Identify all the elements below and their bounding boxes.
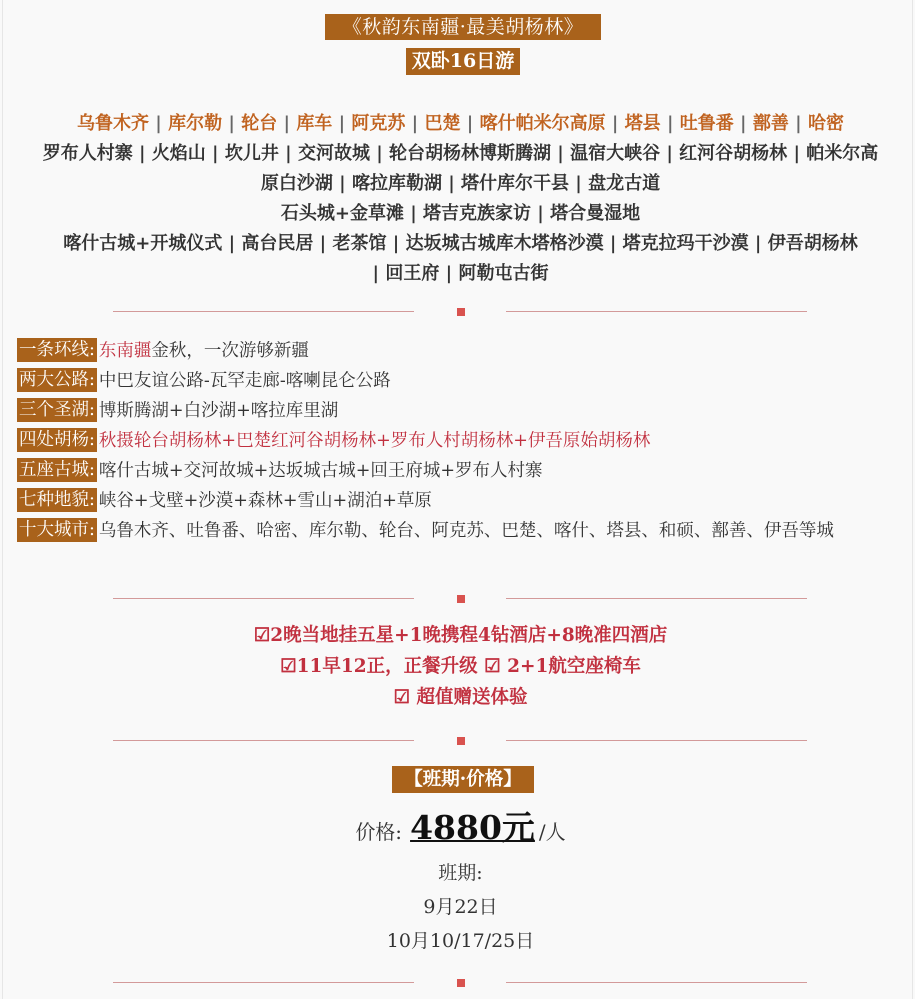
- hotel-checks: [13, 620, 908, 713]
- highlight-city: 轮台: [241, 113, 278, 134]
- feature-label: 四处胡杨:: [19, 430, 95, 450]
- divider-right: [506, 311, 807, 312]
- feature-row: [17, 426, 907, 456]
- feature-text-highlight: 东南疆: [98, 341, 152, 361]
- highlights-line-2: 罗布人村寨 | 火焰山 | 坎儿井 | 交河故城 | 轮台胡杨林博斯腾湖 | 温宿大峡谷 | 红河谷胡杨林 | 帕米尔高: [42, 143, 879, 164]
- highlight-city: 巴楚: [424, 113, 461, 134]
- feature-text: 金秋，一次游够新疆: [151, 341, 309, 361]
- feature-row: [17, 396, 907, 426]
- highlights-line-6: | 回王府 | 阿勒屯古街: [372, 263, 549, 284]
- highlight-city: 哈密: [807, 113, 844, 134]
- feature-text: 乌鲁木齐、吐鲁番、哈密、库尔勒、轮台、阿克苏、巴楚、喀什、塔县、和硕、鄯善、伊吾等城: [98, 521, 834, 541]
- separator: |: [788, 113, 808, 134]
- separator: |: [332, 113, 352, 134]
- price-label: 价格:: [355, 820, 403, 844]
- schedule-date: 9月22日: [423, 896, 498, 918]
- divider-left: [113, 598, 414, 599]
- highlights-cities: [13, 109, 908, 139]
- feature-text: 博斯腾湖+白沙湖+喀拉库里湖: [98, 401, 339, 421]
- feature-label: 两大公路:: [19, 370, 95, 390]
- schedule-date: 10月10/17/25日: [386, 930, 535, 952]
- feature-label: 三个圣湖:: [19, 400, 95, 420]
- feature-row: [17, 366, 907, 396]
- highlight-city: 乌鲁木齐: [77, 113, 150, 134]
- highlights-line-4: 石头城+金草滩 | 塔吉克族家访 | 塔合曼湿地: [280, 203, 641, 224]
- highlights-line-3: 原白沙湖 | 喀拉库勒湖 | 塔什库尔干县 | 盘龙古道: [260, 173, 661, 194]
- highlight-city: 库车: [296, 113, 333, 134]
- highlight-city: 阿克苏: [351, 113, 406, 134]
- feature-text-highlight: 秋摄轮台胡杨林+巴楚红河谷胡杨林+罗布人村胡杨林+伊吾原始胡杨林: [98, 431, 651, 451]
- check-line: ☑2晚当地挂五星+1晚携程4钻酒店+8晚准四酒店: [253, 625, 668, 646]
- divider-dot: [457, 595, 465, 603]
- feature-label: 十大城市:: [19, 520, 95, 540]
- highlight-city: 吐鲁番: [679, 113, 734, 134]
- schedule-label: 班期:: [438, 862, 483, 884]
- separator: |: [460, 113, 480, 134]
- feature-text: 中巴友谊公路-瓦罕走廊-喀喇昆仑公路: [98, 371, 391, 391]
- separator: |: [405, 113, 425, 134]
- features-list: [17, 336, 907, 546]
- schedule: [13, 856, 908, 958]
- feature-label: 七种地貌:: [19, 490, 95, 510]
- highlight-city: 塔县: [624, 113, 661, 134]
- price-line: [13, 805, 908, 855]
- feature-text: 喀什古城+交河故城+达坂城古城+回王府城+罗布人村寨: [98, 461, 543, 481]
- separator: |: [277, 113, 297, 134]
- highlights: [13, 109, 908, 289]
- feature-row: [17, 486, 907, 516]
- separator: |: [660, 113, 680, 134]
- highlight-city: 鄯善: [752, 113, 789, 134]
- feature-label: 一条环线:: [19, 340, 95, 360]
- highlight-city: 库尔勒: [168, 113, 223, 134]
- divider-left: [113, 311, 414, 312]
- divider-right: [506, 740, 807, 741]
- highlights-line-5: 喀什古城+开城仪式 | 高台民居 | 老茶馆 | 达坂城古城库木塔格沙漠 | 塔克拉玛干沙漠 | 伊吾胡杨林: [63, 233, 858, 254]
- check-line: ☑ 超值赠送体验: [393, 687, 528, 708]
- price-unit: /人: [538, 820, 566, 844]
- divider-dot: [457, 979, 465, 987]
- feature-row: [17, 456, 907, 486]
- highlight-city: 喀什帕米尔高原: [479, 113, 606, 134]
- separator: |: [222, 113, 242, 134]
- separator: |: [605, 113, 625, 134]
- page-title: 《秋韵东南疆·最美胡杨林》: [325, 14, 601, 40]
- page: [2, 0, 913, 999]
- divider-left: [113, 740, 414, 741]
- feature-text: 峡谷+戈壁+沙漠+森林+雪山+湖泊+草原: [98, 491, 432, 511]
- divider-right: [506, 982, 807, 983]
- feature-row: [17, 336, 907, 366]
- feature-label: 五座古城:: [19, 460, 95, 480]
- divider-dot: [457, 308, 465, 316]
- feature-row: [17, 516, 907, 546]
- divider-right: [506, 598, 807, 599]
- price-section-badge: 【班期·价格】: [392, 766, 534, 793]
- separator: |: [733, 113, 753, 134]
- divider-left: [113, 982, 414, 983]
- separator: |: [149, 113, 169, 134]
- divider-dot: [457, 737, 465, 745]
- price-amount: 4880元: [410, 808, 535, 847]
- check-line: ☑11早12正，正餐升级 ☑ 2+1航空座椅车: [280, 656, 641, 677]
- page-subtitle: 双卧16日游: [406, 48, 520, 75]
